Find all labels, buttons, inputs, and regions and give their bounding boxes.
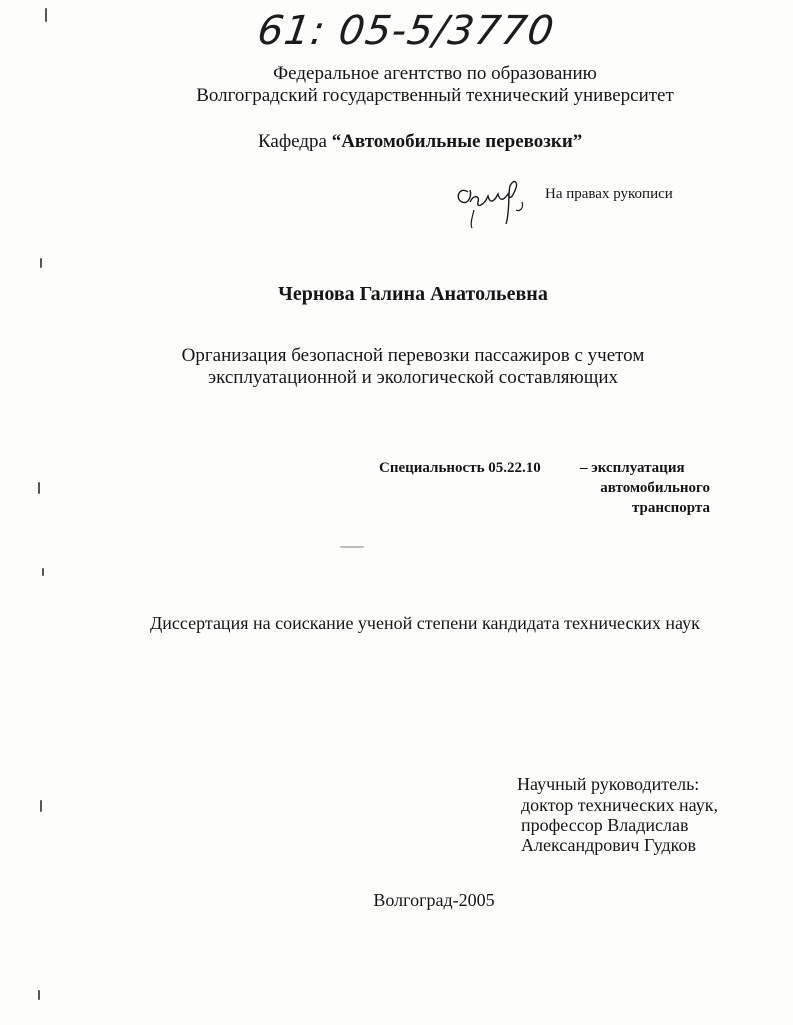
specialty-line-3: транспорта xyxy=(631,500,710,516)
degree-statement: Диссертация на соискание ученой степени кандидата технических наук xyxy=(150,613,700,633)
scan-artifact xyxy=(42,568,44,576)
manuscript-rights: На правах рукописи xyxy=(545,186,673,202)
department xyxy=(258,131,582,153)
agency-name: Федеральное агентство по образованию xyxy=(273,63,597,84)
city-year: Волгоград-2005 xyxy=(373,890,495,910)
scan-artifact xyxy=(45,8,47,22)
specialty-label: Специальность 05.22.10 xyxy=(379,460,541,476)
supervisor-label: Научный руководитель: xyxy=(517,774,700,794)
specialty-line-1: – эксплуатация xyxy=(580,460,685,476)
scan-artifact xyxy=(38,482,40,494)
author-name: Чернова Галина Анатольевна xyxy=(278,283,548,305)
supervisor-line-3: Александрович Гудков xyxy=(521,835,697,855)
specialty-line-2: автомобильного xyxy=(600,480,710,496)
scan-artifact xyxy=(40,258,42,268)
university-name: Волгоградский государственный технический университет xyxy=(196,85,674,106)
supervisor-line-1: доктор технических наук, xyxy=(521,795,718,815)
department-prefix: Кафедра xyxy=(258,131,327,152)
thesis-title-line-2: эксплуатационной и экологической составляющих xyxy=(207,367,619,388)
supervisor-line-2: профессор Владислав xyxy=(521,815,689,835)
thesis-title-line-1: Организация безопасной перевозки пассажиров с учетом xyxy=(181,345,645,366)
scan-artifact xyxy=(38,990,40,1000)
scan-artifact xyxy=(40,800,42,812)
department-name: “Автомобильные перевозки” xyxy=(331,131,583,152)
scan-artifact xyxy=(340,546,364,548)
author-signature xyxy=(450,172,540,232)
archive-number: 61: 05-5/3770 xyxy=(254,8,558,54)
